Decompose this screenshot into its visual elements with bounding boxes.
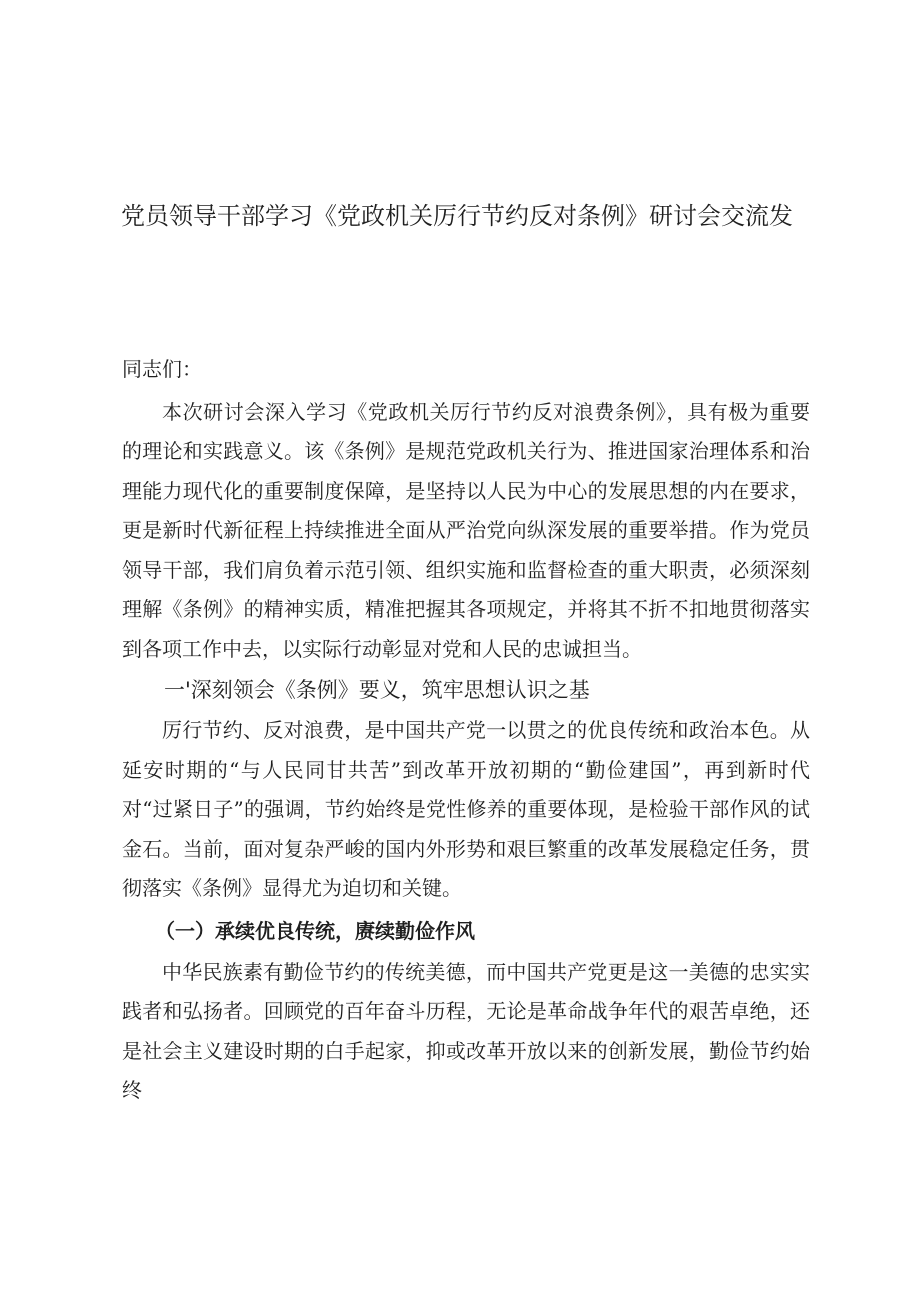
section-1-paragraph: 厉行节约、反对浪费，是中国共产党一以贯之的优良传统和政治本色。从延安时期的“与人民同甘共苦”到改革开放初期的“勤俭建国”，再到新时代对“过紧日子”的强调，节约始终是党性修养的重要体现，是检验干部作风的试金石。当前，面对复杂严峻的国内外形势和艰巨繁重的改革发展稳定任务，贯彻落实《条例》显得尤为迫切和关键。 <box>122 718 810 900</box>
subsection-heading-1: （一）承续优良传统，赓续勤俭作风 <box>155 918 475 943</box>
intro-paragraph: 本次研讨会深入学习《党政机关厉行节约反对浪费条例》，具有极为重要的理论和实践意义。该《条例》是规范党政机关行为、推进国家治理体系和治理能力现代化的重要制度保障，是坚持以人民为中心的发展思想的内在要求，更是新时代新征程上持续推进全面从严治党向纵深发展的重要举措。作为党员领导干部，我们肩负着示范引领、组织实施和监督检查的重大职责，必须深刻理解《条例》的精神实质，精准把握其各项规定，并将其不折不扣地贯彻落实到各项工作中去，以实际行动彰显对党和人民的忠诚担当。 <box>122 399 810 661</box>
document-body <box>122 350 810 1111</box>
document-title: 党员领导干部学习《党政机关厉行节约反对条例》研讨会交流发 <box>121 202 793 230</box>
salutation: 同志们： <box>122 357 202 381</box>
subsection-1-paragraph: 中华民族素有勤俭节约的传统美德，而中国共产党更是这一美德的忠实实践者和弘扬者。回顾党的百年奋斗历程，无论是革命战争年代的艰苦卓绝，还是社会主义建设时期的白手起家，抑或改革开放以来的创新发展，勤俭节约始终 <box>122 959 810 1102</box>
section-heading-1: 一'深刻领会《条例》要义，筑牢思想认识之基 <box>164 678 590 702</box>
